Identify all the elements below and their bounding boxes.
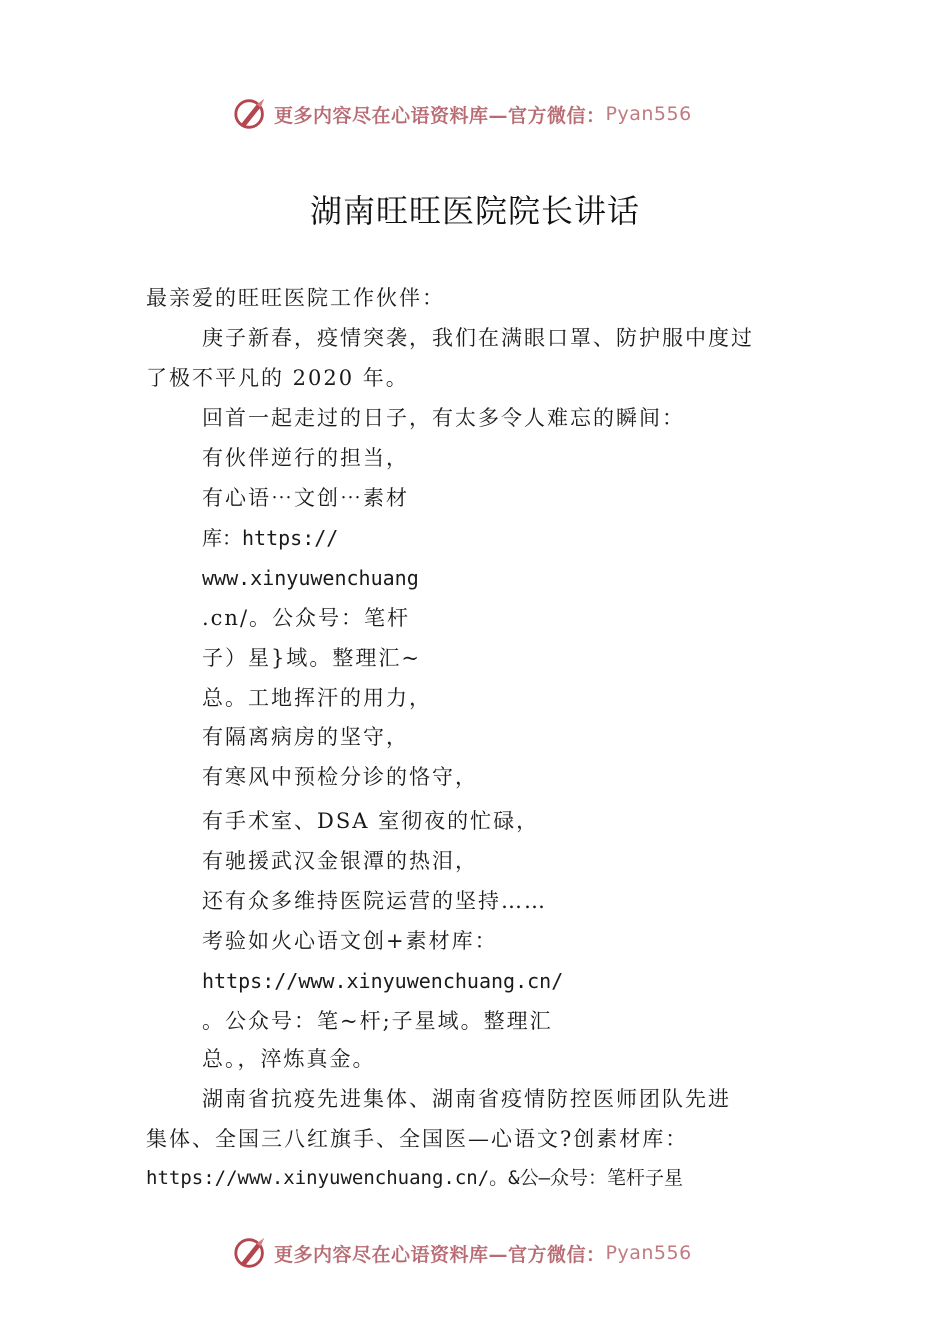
text-line: 。公众号：笔~杆;子星域。整理汇	[202, 1009, 553, 1033]
document-title: 湖南旺旺医院院长讲话	[309, 192, 640, 230]
text-line: 有手术室、DSA 室彻夜的忙碌，	[202, 809, 540, 833]
footer-banner-text: 更多内容尽在心语资料库—官方微信：	[274, 1243, 606, 1266]
text-line: 有隔离病房的坚守，	[202, 725, 409, 749]
text-line: 了极不平凡的 2020 年。	[146, 366, 409, 390]
header-banner	[232, 94, 692, 134]
text-line: https://www.xinyuwenchuang.cn/。&公—众号：笔杆子星	[146, 1167, 684, 1189]
text-line: 有驰援武汉金银潭的热泪，	[202, 849, 478, 873]
text-line: 库：https://	[202, 526, 339, 550]
text-line: 还有众多维持医院运营的坚持……	[202, 889, 547, 913]
text-line: 总。，淬炼真金。	[202, 1047, 376, 1071]
text-line: 总。工地挥汗的用力，	[202, 686, 432, 710]
footer-banner-wechat: Pyan556	[605, 1242, 692, 1264]
quill-logo-icon	[232, 1234, 270, 1272]
text-line: www.xinyuwenchuang	[202, 566, 419, 590]
header-banner-wechat: Pyan556	[605, 103, 692, 125]
text-line: 湖南省抗疫先进集体、湖南省疫情防控医师团队先进	[202, 1087, 731, 1111]
text-line: 有伙伴逆行的担当，	[202, 446, 409, 470]
text-line: 集体、全国三八红旗手、全国医—心语文?创素材库：	[146, 1127, 689, 1151]
text-line: 庚子新春，疫情突袭，我们在满眼口罩、防护服中度过	[202, 326, 754, 350]
footer-banner	[232, 1233, 692, 1273]
text-line: 考验如火心语文创+素材库：	[202, 929, 498, 953]
quill-logo-icon	[232, 95, 270, 133]
text-line: 有寒风中预检分诊的恪守，	[202, 765, 478, 789]
header-banner-text: 更多内容尽在心语资料库—官方微信：	[274, 104, 606, 127]
text-line: 回首一起走过的日子，有太多令人难忘的瞬间：	[202, 406, 685, 430]
text-line: .cn/。公众号：笔杆	[202, 606, 411, 630]
text-line: 子）星}域。整理汇~	[202, 646, 421, 670]
text-line: 最亲爱的旺旺医院工作伙伴：	[146, 286, 445, 310]
text-line: 有心语⋯文创⋯素材	[202, 486, 409, 510]
text-line: https://www.xinyuwenchuang.cn/	[202, 969, 564, 993]
